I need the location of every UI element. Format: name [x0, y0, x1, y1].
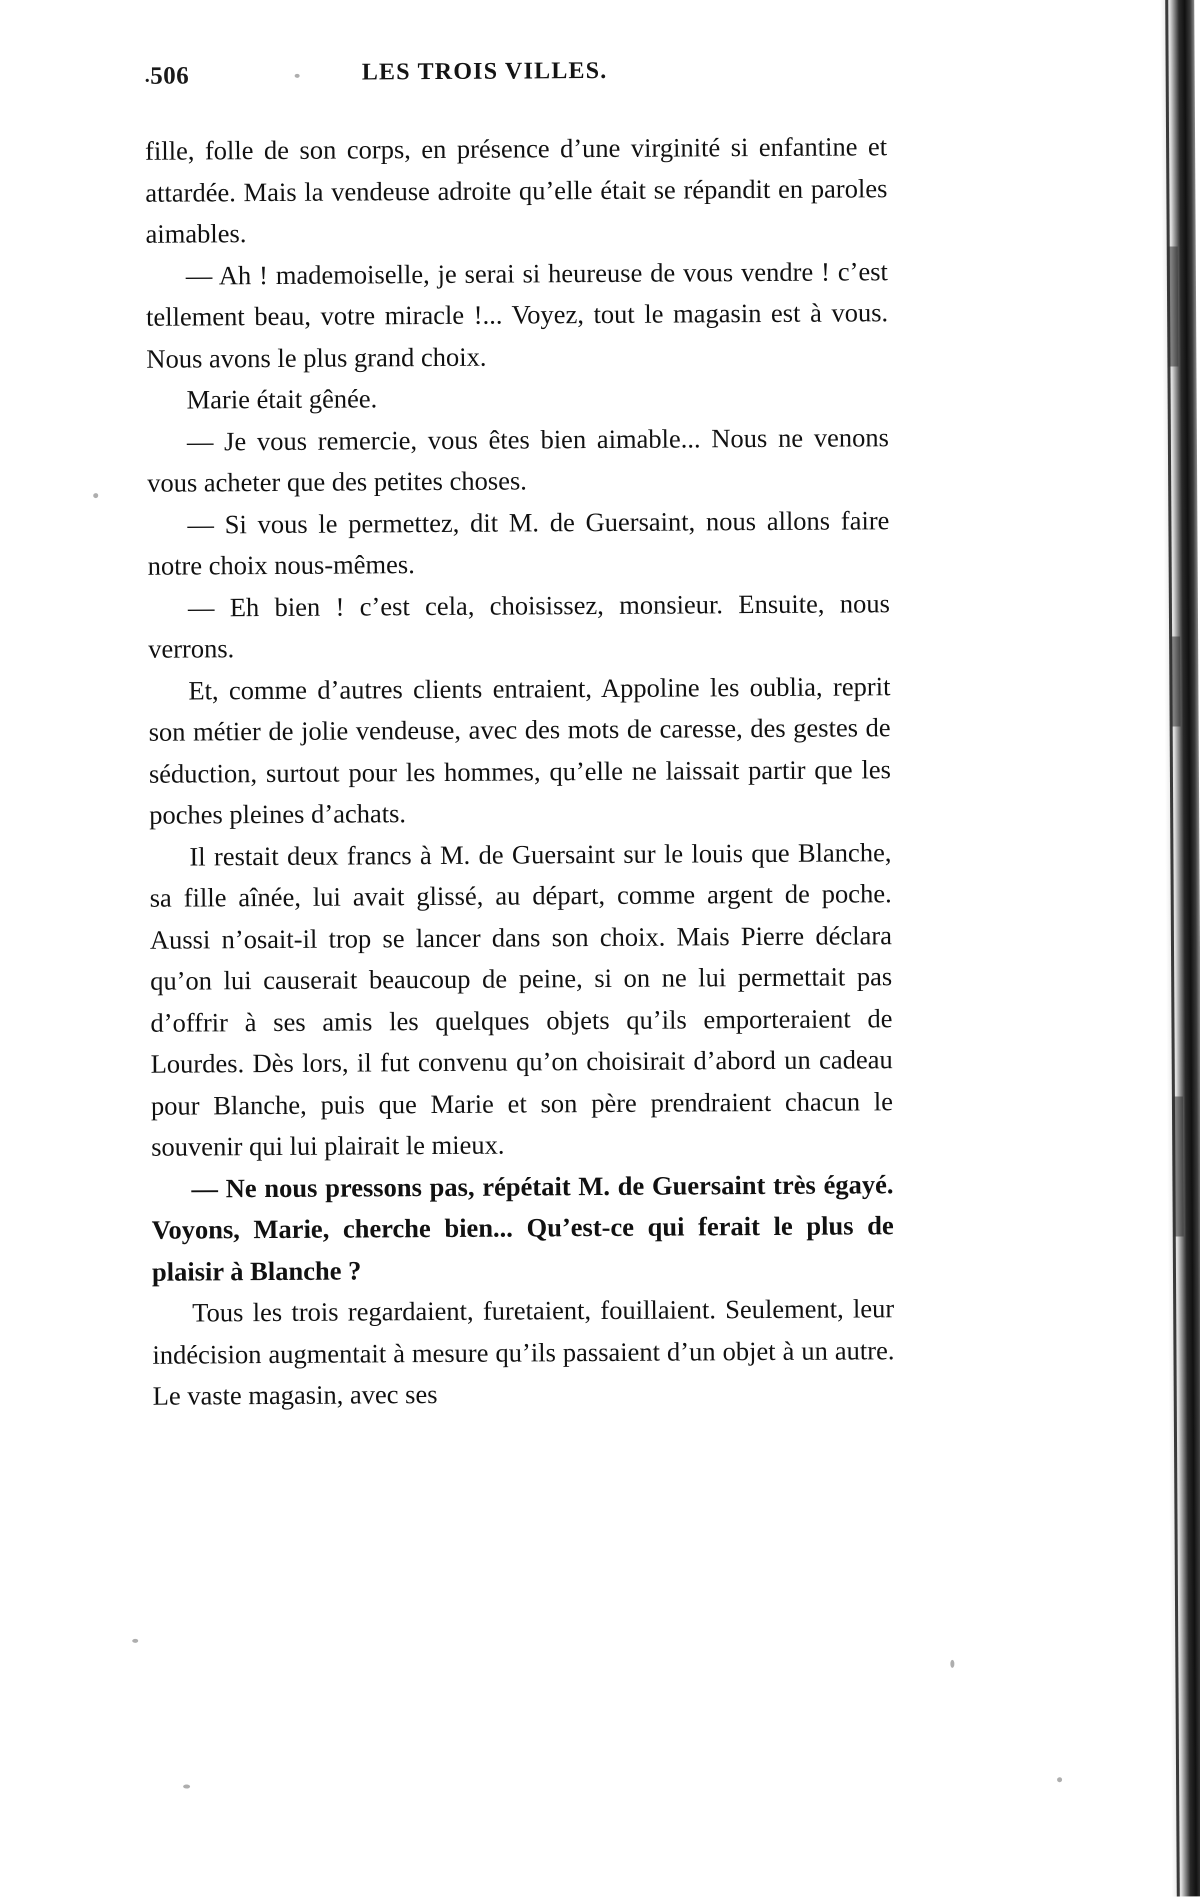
paragraph: Marie était gênée. — [186, 383, 378, 415]
paragraph: Tous les trois regardaient, furetaient, fouillaient. Seulement, leur indécision augmentait à mesure qu’ils passaient d’un objet à un autre. Le vaste magasin, avec ses — [152, 1293, 895, 1411]
page-number-value: 506 — [150, 62, 190, 90]
paragraph: — Ah ! mademoiselle, je serai si heureuse de vous vendre ! c’est tellement beau, votre miracle !... Voyez, tout le magasin est à vous. Nous avons le plus grand choix. — [146, 255, 889, 374]
gutter-mark — [1173, 1096, 1184, 1236]
paragraph: — Eh bien ! c’est cela, choisissez, monsieur. Ensuite, nous verrons. — [148, 587, 890, 664]
scan-speck — [93, 493, 98, 498]
gutter-mark — [1170, 636, 1181, 726]
page-header — [145, 57, 825, 95]
page-number-mark: . — [144, 64, 151, 87]
scan-speck — [295, 74, 300, 78]
paragraph: Il restait deux francs à M. de Guersaint sur le louis que Blanche, sa fille aînée, lui avait glissé, au départ, comme argent de poche. Aussi n’osait-il trop se lancer dans son choix. Mais Pierre déclara qu’on lui causerait beaucoup de peine, si on ne lui permettait pas d’offrir à ses amis les quelques objets qu’ils emporteraient de Lourdes. Dès lors, il fut convenu qu’on choisirait d’abord un cadeau pour Blanche, puis que Marie et son père prendraient chacun le souvenir qui lui plairait le mieux. — [149, 836, 894, 1162]
scan-speck — [950, 1660, 954, 1668]
paragraph: — Je vous remercie, vous êtes bien aimable... Nous ne venons vous acheter que des petites choses. — [147, 421, 889, 498]
paragraph: — Si vous le permettez, dit M. de Guersaint, nous allons faire notre choix nous-mêmes. — [147, 504, 890, 581]
scan-speck — [132, 1639, 138, 1643]
gutter-mark — [1168, 246, 1179, 366]
paragraph: — Ne nous pressons pas, répétait M. de Guersaint très égayé. Voyons, Marie, cherche bien... Qu’est-ce qui ferait le plus de plaisir à Blanche ? — [151, 1168, 894, 1287]
running-title: LES TROIS VILLES. — [361, 57, 608, 86]
scan-speck — [183, 1785, 190, 1789]
paragraph: fille, folle de son corps, en présence d’une virginité si enfantine et attardée. Mais la vendeuse adroite qu’elle était se répandit en paroles aimables. — [145, 131, 888, 249]
scan-speck — [1057, 1777, 1062, 1782]
paragraph: Et, comme d’autres clients entraient, Appoline les oublia, reprit son métier de jolie vendeuse, avec des mots de caresse, des gestes de séduction, surtout pour les hommes, qu’elle ne laissait partir que les poches pleines d’achats. — [148, 670, 891, 830]
body-text — [145, 126, 895, 1417]
